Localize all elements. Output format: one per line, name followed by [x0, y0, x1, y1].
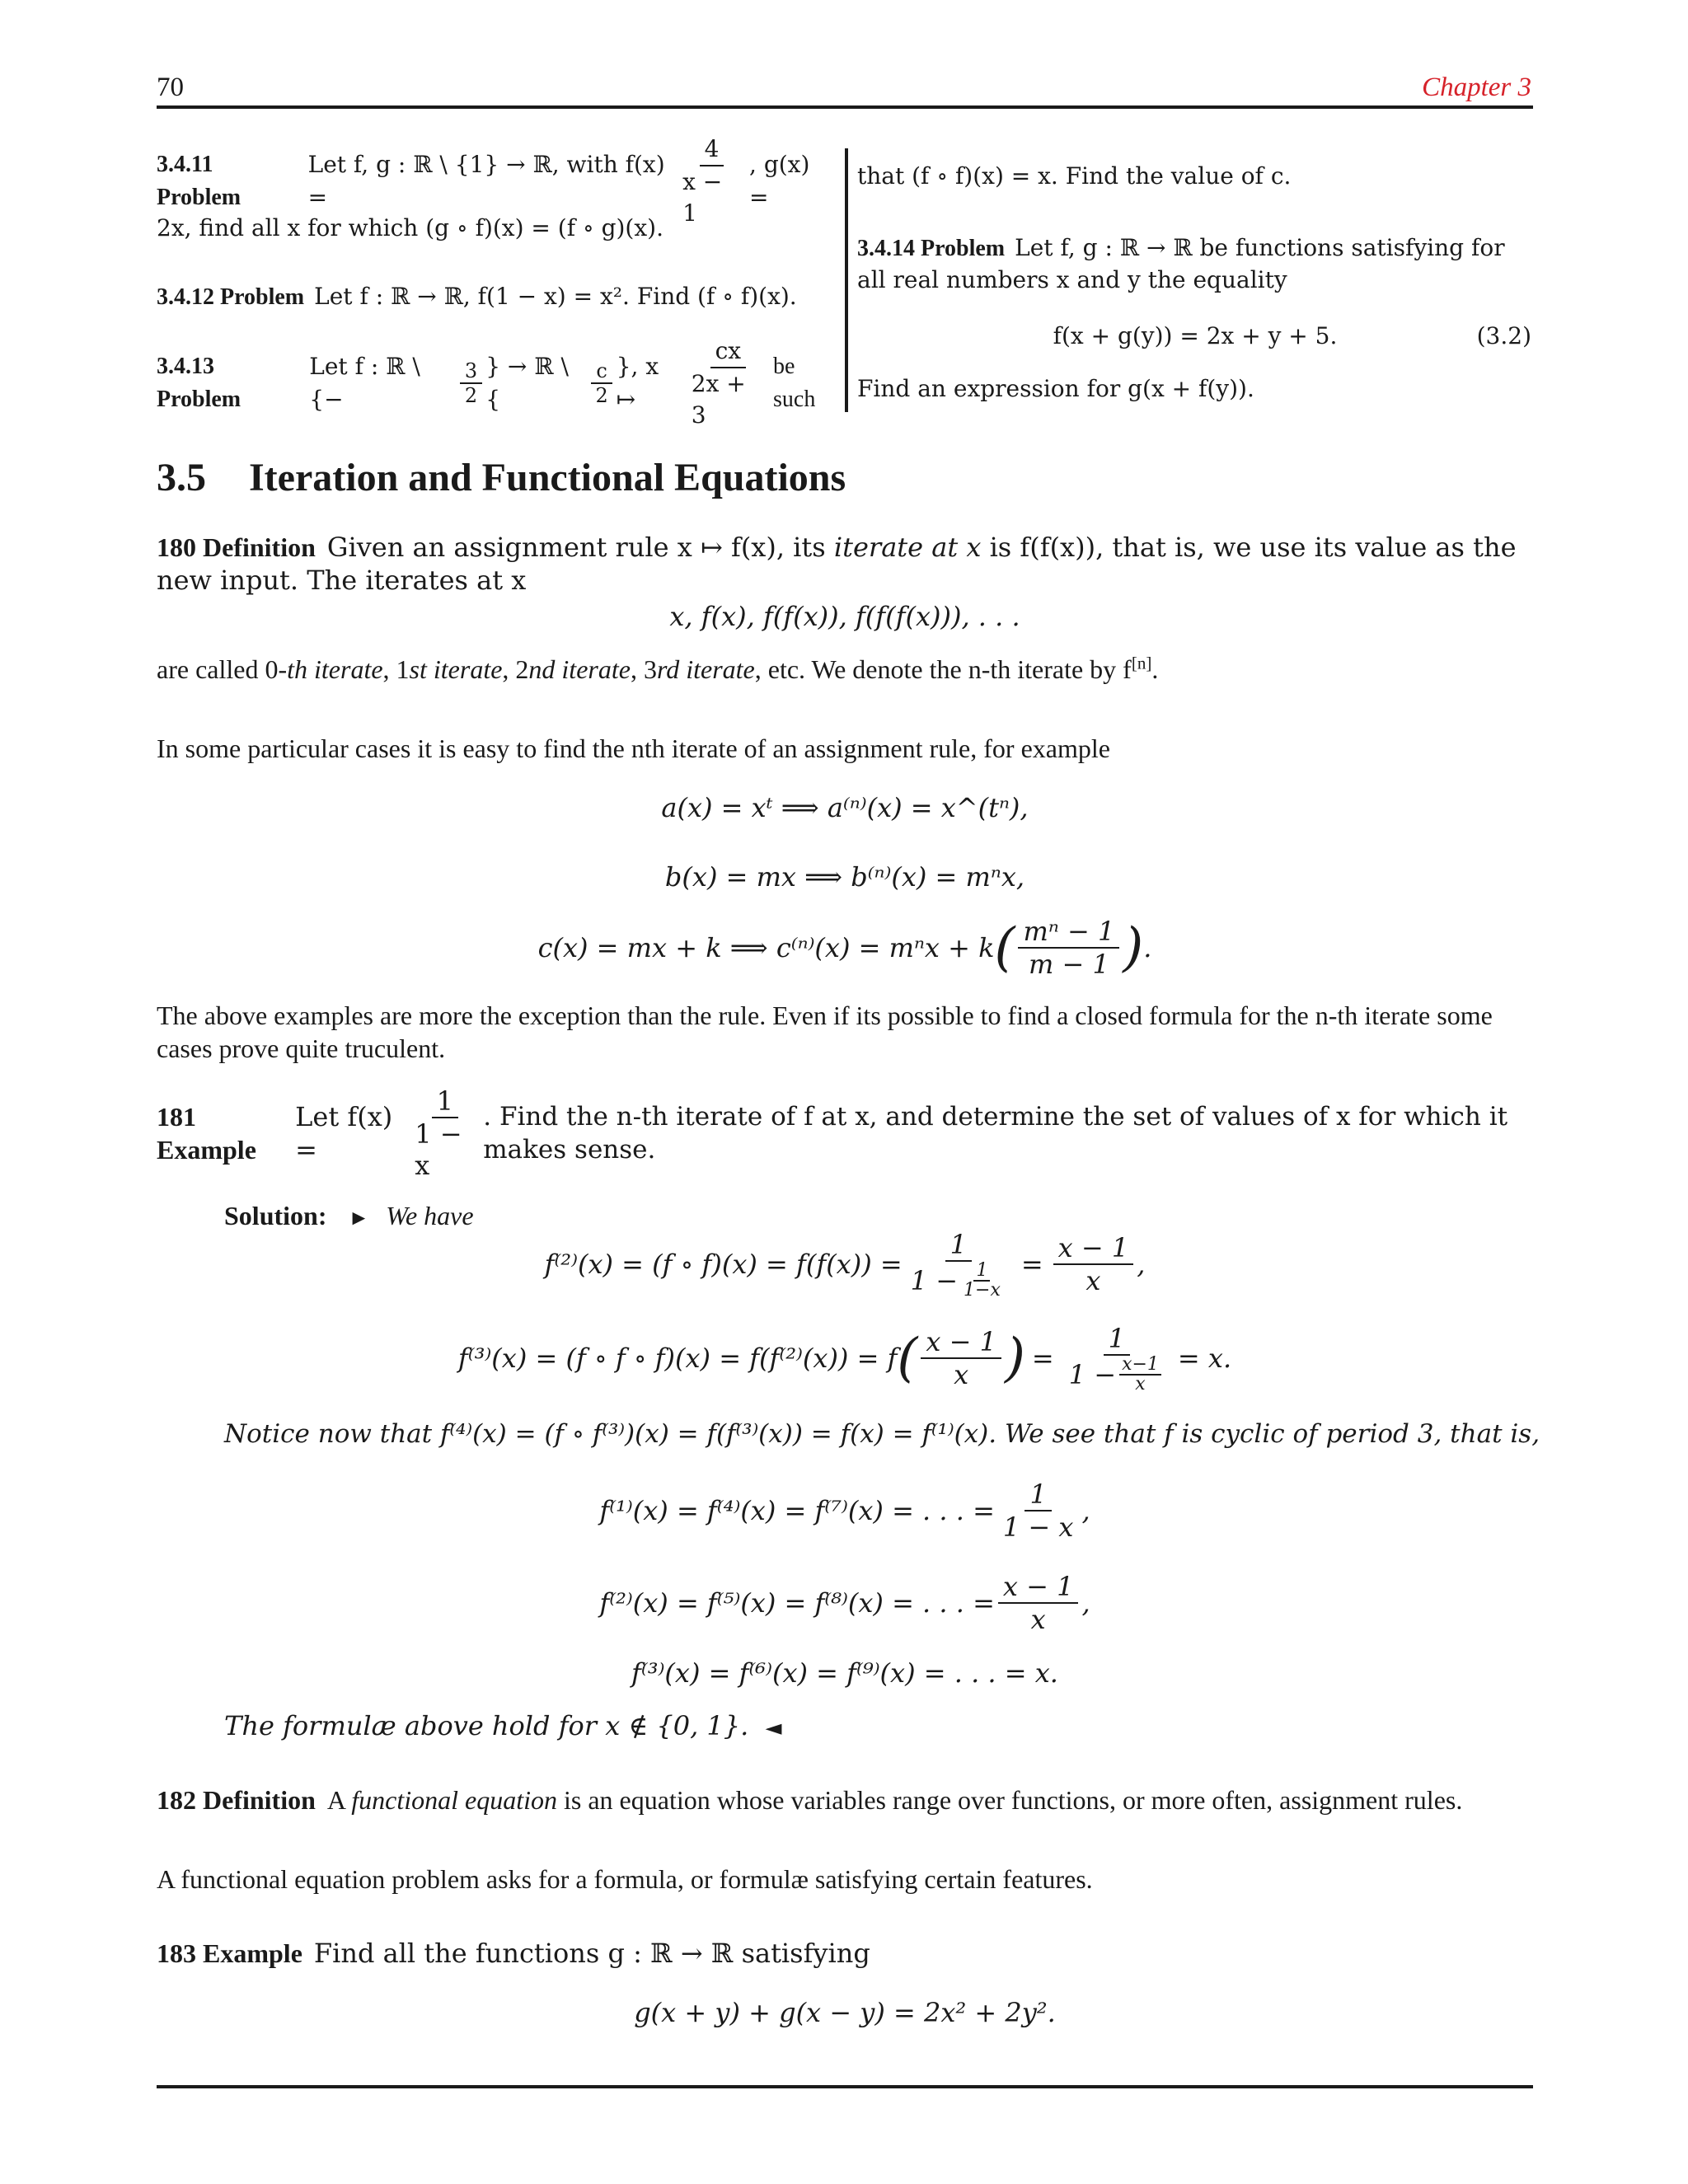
definition-label: 180 Definition [157, 532, 316, 562]
example-183: 183 Example Find all the functions g : ℝ → ℝ satisfying [157, 1938, 870, 1969]
equation-3-2: f(x + g(y)) = 2x + y + 5. [1053, 322, 1338, 349]
f2-derivation: f⁽²⁾(x) = (f ∘ f)(x) = f(f(x)) = 1 1 − $\frac{1}{1-x}$ = $\frac{x - 1}{x}$ , [544, 1229, 1146, 1301]
definition-180: 180 Definition Given an assignment rule x ↦ f(x), its iterate at x is f(f(x)), that is, we use its value as the new input. The iterates at x [157, 532, 1517, 596]
functional-equation-183: g(x + y) + g(x − y) = 2x² + 2y². [634, 1997, 1056, 2028]
chapter-title: Chapter 3 [1422, 73, 1531, 102]
fraction: $\frac{x - 1}{x}$ [921, 1326, 1001, 1390]
fraction: $\frac{\text{mⁿ − 1}}{m - 1}$ [1018, 916, 1119, 980]
problem-label: 3.4.11 Problem [157, 152, 241, 210]
solution-arrow: ► [348, 1206, 370, 1230]
header-rule [157, 105, 1533, 109]
cycle-line-3: f⁽³⁾(x) = f⁽⁶⁾(x) = f⁽⁹⁾(x) = . . . = x. [631, 1657, 1058, 1689]
problem-3-4-14: 3.4.14 Problem Let f, g : ℝ → ℝ be functions satisfying for all real numbers x and y the equality [857, 234, 1505, 293]
example-b: b(x) = mx ⟹ b⁽ⁿ⁾(x) = mⁿx, [664, 861, 1025, 893]
problem-3-4-14-question: Find an expression for g(x + f(y)). [857, 375, 1254, 402]
functional-equation-paragraph: A functional equation problem asks for a formula, or formulæ satisfying certain features. [157, 1864, 1093, 1894]
solution-heading: Solution: ► We have [224, 1201, 474, 1230]
remark-paragraph: The above examples are more the exception than the rule. Even if its possible to find a closed formula for the n-th iterate some cases prove quite truculent. [157, 1001, 1493, 1063]
footer-rule [157, 2085, 1533, 2088]
fraction: $\frac{4}{x - 1}$ [678, 134, 746, 229]
solution-label: Solution: [224, 1201, 327, 1230]
cycle-line-1: f⁽¹⁾(x) = f⁽⁴⁾(x) = f⁽⁷⁾(x) = . . . = $\frac{1}{1 - x}$ , [599, 1479, 1090, 1543]
equation-number: (3.2) [1476, 322, 1531, 349]
example-c: c(x) = mx + k ⟹ c⁽ⁿ⁾(x) = mⁿx + k ( $\frac{\text{mⁿ − 1}}{m - 1}$ ) . [537, 916, 1152, 980]
example-a: a(x) = xᵗ ⟹ a⁽ⁿ⁾(x) = x^(tⁿ), [661, 792, 1029, 823]
page-number: 70 [157, 73, 184, 102]
example-label: 183 Example [157, 1938, 302, 1968]
problem-3-4-12: 3.4.12 Problem Let f : ℝ → ℝ, f(1 − x) = x². Find (f ∘ f)(x). [157, 283, 797, 310]
fraction: $\frac{cx}{2x + 3}$ [691, 337, 746, 429]
fraction: $\frac{1}{1 - x}$ [415, 1085, 462, 1181]
column-divider [845, 148, 848, 412]
problem-3-4-11: 3.4.11 Problem Let f, g : ℝ \ {1} → ℝ, with f(x) = $\frac{4}{x - 1}$ , g(x) = 2x, find all x for which (g ∘ f)(x) = (f ∘ g)(x). [157, 135, 810, 241]
example-181: 181 Example Let f(x) = $\frac{1}{1 - x}$ . Find the n-th iterate of f at x, and determine the set of values of x for which it makes sense. [157, 1085, 1508, 1181]
section-heading [157, 455, 846, 500]
fraction: $\frac{x - 1}{x}$ [998, 1571, 1079, 1635]
fraction: $\frac{c}{2}$ [590, 359, 612, 407]
iterate-names: are called 0-th iterate, 1st iterate, 2nd iterate, 3rd iterate, etc. We denote the n-th iterate by f[n]. [157, 653, 1159, 684]
fraction: 1 1 − $\frac{x-1}{x}$ [1064, 1323, 1170, 1394]
end-of-solution-mark: ◄ [765, 1716, 782, 1741]
section-number: 3.5 [157, 456, 206, 499]
example-label: 181 Example [157, 1102, 256, 1165]
fraction: 1 1 − $\frac{1}{1-x}$ [910, 1229, 1001, 1301]
problem-label: 3.4.12 Problem [157, 284, 305, 310]
fraction: $\frac{1}{1 - x}$ [1002, 1479, 1074, 1543]
formulae-remark: The formulæ above hold for x ∉ {0, 1}. ◄ [224, 1710, 782, 1741]
notice-paragraph: Notice now that f⁽⁴⁾(x) = (f ∘ f⁽³⁾)(x) = f(f⁽³⁾(x)) = f(x) = f⁽¹⁾(x). We see that f is cyclic of period 3, that is, [224, 1419, 1540, 1449]
fraction: $\frac{x - 1}{x}$ [1053, 1232, 1134, 1296]
problem-3-4-13-continued: that (f ∘ f)(x) = x. Find the value of c. [857, 162, 1292, 190]
definition-182: 182 Definition A functional equation is an equation whose variables range over functions, or more often, assignment rules. [157, 1785, 1463, 1815]
fraction: $\frac{3}{2}$ [460, 359, 482, 407]
section-title: Iteration and Functional Equations [249, 456, 846, 499]
intro-paragraph: In some particular cases it is easy to find the nth iterate of an assignment rule, for example [157, 733, 1110, 763]
definition-label: 182 Definition [157, 1785, 316, 1815]
f3-derivation: f⁽³⁾(x) = (f ∘ f ∘ f)(x) = f(f⁽²⁾(x)) = f ( $\frac{x - 1}{x}$ ) = 1 1 − $\frac{x-1}{x}$ = x. [457, 1323, 1232, 1394]
iterates-display: x, f(x), f(f(x)), f(f(f(x))), . . . [669, 601, 1020, 632]
cycle-line-2: f⁽²⁾(x) = f⁽⁵⁾(x) = f⁽⁸⁾(x) = . . . = $\frac{x - 1}{x}$ , [599, 1571, 1090, 1635]
problem-label: 3.4.14 Problem [857, 236, 1006, 261]
problem-label: 3.4.13 Problem [157, 354, 241, 412]
problem-3-4-13: 3.4.13 Problem Let f : ℝ \ {− $\frac{3}{2}$ } → ℝ \ { $\frac{c}{2}$ }, x ↦ $\frac{cx}{2x + 3}$ be such [157, 350, 841, 416]
